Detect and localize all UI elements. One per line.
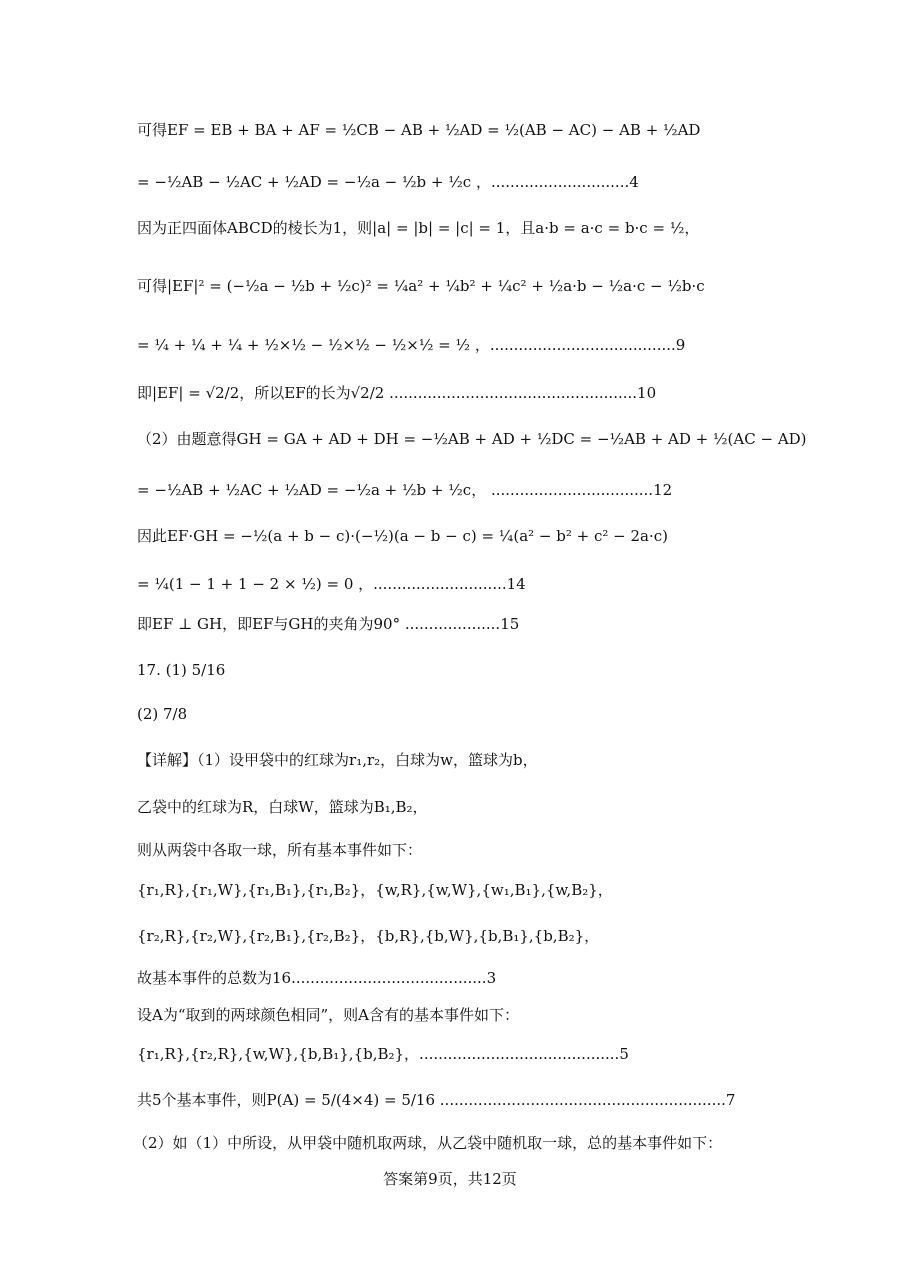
text-line-11: 即EF ⊥ GH，即EF与GH的夹角为90° ....................15 bbox=[137, 615, 520, 633]
text-line-6: 即|EF| = √2/2，所以EF的长为√2/2 ....................................................10 bbox=[137, 384, 657, 402]
equation-line-2: = −½AB − ½AC + ½AD = −½a − ½b + ½c ，.............................4 bbox=[137, 173, 639, 191]
set-line-18: {r₂,R},{r₂,W},{r₂,B₁},{r₂,B₂}，{b,R},{b,W},{b,B₁},{b,B₂}， bbox=[137, 927, 600, 945]
equation-line-4: 可得|EF|² = (−½a − ½b + ½c)² = ¼a² + ¼b² + ¼c² + ½a·b − ½a·c − ½b·c bbox=[137, 277, 705, 295]
set-line-21: {r₁,R},{r₂,R},{w,W},{b,B₁},{b,B₂}，..........................................5 bbox=[137, 1045, 629, 1063]
text-line-14: 【详解】（1）设甲袋中的红球为r₁,r₂，白球为w，篮球为b， bbox=[137, 751, 538, 769]
equation-line-9: 因此EF·GH = −½(a + b − c)·(−½)(a − b − c) = ¼(a² − b² + c² − 2a·c) bbox=[137, 527, 668, 545]
text-line-23: （2）如（1）中所设，从甲袋中随机取两球，从乙袋中随机取一球，总的基本事件如下： bbox=[133, 1134, 723, 1152]
answer-17-2: (2) 7/8 bbox=[137, 705, 188, 723]
equation-line-5: = ¼ + ¼ + ¼ + ½×½ − ½×½ − ½×½ = ½ ，.......................................9 bbox=[137, 336, 686, 354]
text-line-20: 设A为“取到的两球颜色相同”，则A含有的基本事件如下： bbox=[137, 1006, 520, 1024]
equation-line-10: = ¼(1 − 1 + 1 − 2 × ½) = 0 ，............................14 bbox=[137, 575, 526, 593]
text-line-19: 故基本事件的总数为16.........................................3 bbox=[137, 969, 497, 987]
answer-17-1: 17. (1) 5/16 bbox=[137, 661, 226, 679]
equation-line-22: 共5个基本事件，则P(A) = 5/(4×4) = 5/16 ............................................................7 bbox=[137, 1091, 736, 1109]
text-line-15: 乙袋中的红球为R，白球W，篮球为B₁,B₂， bbox=[137, 798, 428, 816]
equation-line-7: （2）由题意得GH = GA + AD + DH = −½AB + AD + ½DC = −½AB + AD + ½(AC − AD) bbox=[137, 430, 807, 448]
set-line-17: {r₁,R},{r₁,W},{r₁,B₁},{r₁,B₂}，{w,R},{w,W},{w₁,B₁},{w,B₂}， bbox=[137, 881, 613, 899]
equation-line-1: 可得EF = EB + BA + AF = ½CB − AB + ½AD = ½(AB − AC) − AB + ½AD bbox=[137, 121, 701, 139]
equation-line-8: = −½AB + ½AC + ½AD = −½a + ½b + ½c， ..................................12 bbox=[137, 481, 673, 499]
text-line-3: 因为正四面体ABCD的棱长为1，则|a| = |b| = |c| = 1，且a·b = a·c = b·c = ½， bbox=[137, 219, 700, 237]
text-line-16: 则从两袋中各取一球，所有基本事件如下： bbox=[137, 841, 423, 859]
page-footer: 答案第9页，共12页 bbox=[383, 1170, 517, 1188]
